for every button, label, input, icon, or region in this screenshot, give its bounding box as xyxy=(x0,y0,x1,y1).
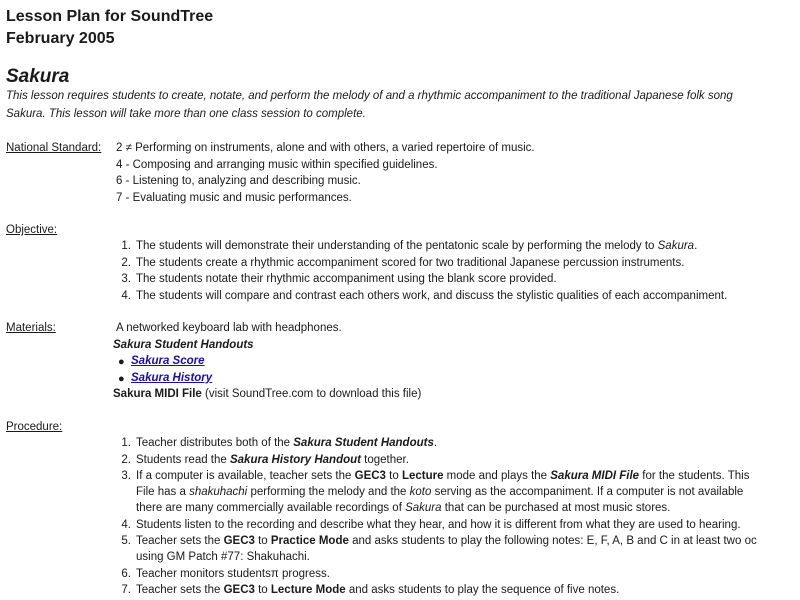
intro-line-1: This lesson requires students to create, notate, and perform the melody of and a rhythmic accompaniment to the traditional Japanese folk song xyxy=(6,90,733,102)
link-item xyxy=(131,372,212,384)
objective-item: The students will compare and contrast each others work, and discuss the stylistic qualities of each accompaniment. xyxy=(136,290,728,302)
objective-item: The students create a rhythmic accompaniment scored for two traditional Japanese percussion instruments. xyxy=(136,257,685,269)
procedure-number: 3. xyxy=(121,470,131,482)
procedure-number: 1. xyxy=(121,437,131,449)
procedure-step: If a computer is available, teacher sets the GEC3 to Lecture mode and plays the Sakura MIDI File for the students. This xyxy=(136,470,750,482)
procedure-step: Students read the Sakura History Handout together. xyxy=(136,454,409,466)
procedure-step-continued: using GM Patch #77: Shakuhachi. xyxy=(136,551,310,563)
procedure-number: 6. xyxy=(121,568,131,580)
national-standard-label: National Standard: xyxy=(6,142,102,154)
objective-number: 1. xyxy=(121,240,131,252)
standard-item: 2 ≠ Performing on instruments, alone and with others, a varied repertoire of music. xyxy=(116,142,535,154)
lesson-plan-date: February 2005 xyxy=(6,30,115,47)
procedure-step: Students listen to the recording and describe what they hear, and how it is different from what they are used to hearing. xyxy=(136,519,741,531)
link-item xyxy=(131,355,205,367)
materials-line: A networked keyboard lab with headphones. xyxy=(116,322,342,334)
materials-label: Materials: xyxy=(6,322,56,334)
procedure-step: Teacher sets the GEC3 to Practice Mode and asks students to play the following notes: E, F, A, B and C in at least two oc xyxy=(136,535,757,547)
standard-item: 6 - Listening to, analyzing and describing music. xyxy=(116,175,361,187)
procedure-number: 7. xyxy=(121,584,131,596)
handouts-title: Sakura Student Handouts xyxy=(113,339,254,351)
procedure-number: 5. xyxy=(121,535,131,547)
procedure-step: Teacher sets the GEC3 to Lecture Mode and asks students to play the sequence of five notes. xyxy=(136,584,620,596)
sakura-score-link[interactable]: Sakura Score xyxy=(131,355,205,367)
bullet-icon: ● xyxy=(118,356,125,368)
objective-item: The students will demonstrate their understanding of the pentatonic scale by performing the melody to Sakura. xyxy=(136,240,698,252)
intro-line-2: Sakura. This lesson will take more than one class session to complete. xyxy=(6,108,366,120)
midi-file-line: Sakura MIDI File (visit SoundTree.com to download this file) xyxy=(113,388,422,400)
standard-item: 7 - Evaluating music and music performances. xyxy=(116,192,352,204)
standard-item: 4 - Composing and arranging music within specified guidelines. xyxy=(116,159,438,171)
procedure-step-continued: there are many commercially available recordings of Sakura that can be purchased at most music stores. xyxy=(136,502,671,514)
procedure-step-continued: File has a shakuhachi performing the melody and the koto serving as the accompaniment. If a computer is not available xyxy=(136,486,744,498)
bullet-icon: ● xyxy=(118,373,125,385)
objective-label: Objective: xyxy=(6,224,58,236)
sakura-history-link[interactable]: Sakura History xyxy=(131,372,213,384)
lesson-plan-title: Lesson Plan for SoundTree xyxy=(6,8,214,25)
procedure-step: Teacher distributes both of the Sakura Student Handouts. xyxy=(136,437,438,449)
procedure-step: Teacher monitors studentsπ progress. xyxy=(136,568,330,580)
procedure-number: 4. xyxy=(121,519,131,531)
procedure-number: 2. xyxy=(121,454,131,466)
objective-item: The students notate their rhythmic accompaniment using the blank score provided. xyxy=(136,273,557,285)
objective-number: 4. xyxy=(121,290,131,302)
objective-number: 3. xyxy=(121,273,131,285)
procedure-label: Procedure: xyxy=(6,421,63,433)
lesson-title: Sakura xyxy=(6,66,70,87)
objective-number: 2. xyxy=(121,257,131,269)
